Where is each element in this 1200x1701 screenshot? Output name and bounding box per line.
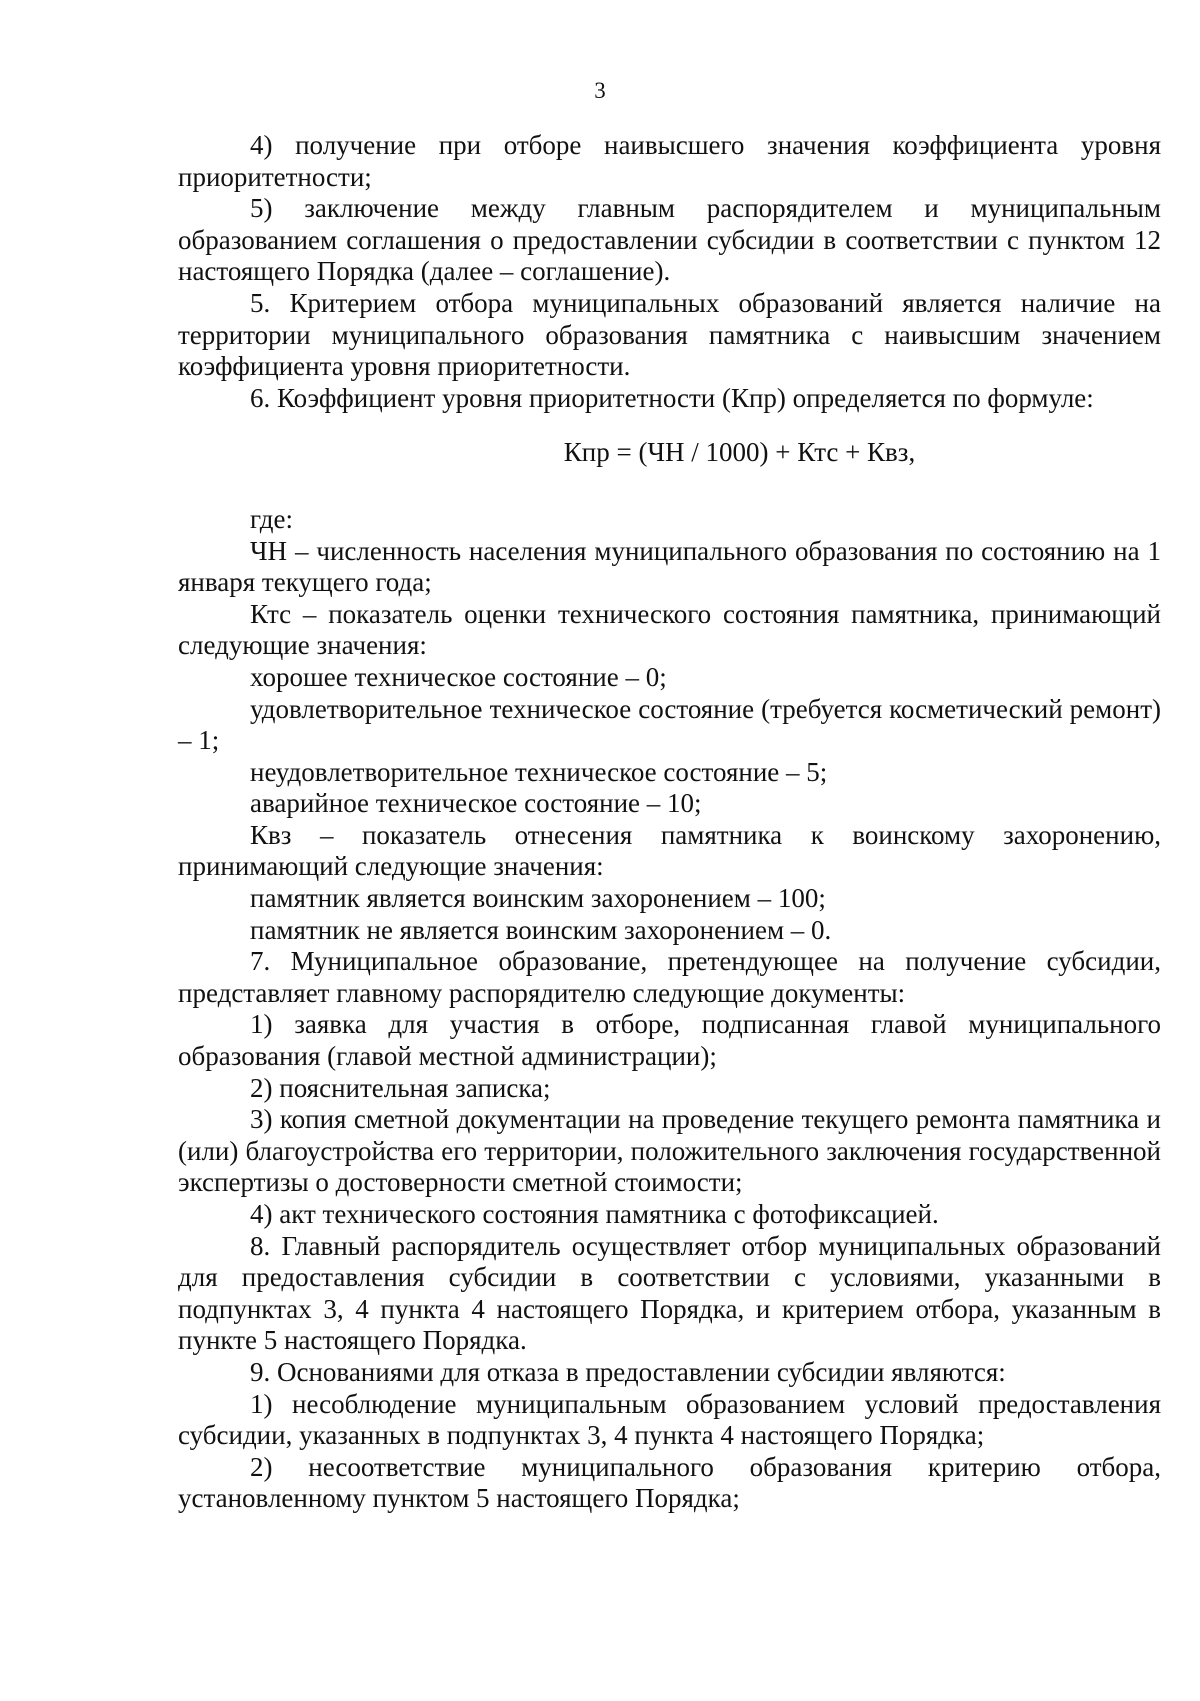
paragraph: 1) несоблюдение муниципальным образованием условий предоставления субсидии, указанных в подпунктах 3, 4 пункта 4 настоящего Порядка; bbox=[178, 1388, 1161, 1451]
paragraph: Квз – показатель отнесения памятника к воинскому захоронению, принимающий следующие значения: bbox=[178, 819, 1161, 882]
formula: Кпр = (ЧН / 1000) + Ктс + Квз, bbox=[563, 437, 916, 468]
paragraph: 1) заявка для участия в отборе, подписанная главой муниципального образования (главой местной администрации); bbox=[178, 1009, 1161, 1072]
paragraph: Ктс – показатель оценки технического состояния памятника, принимающий следующие значения: bbox=[178, 598, 1161, 661]
paragraph: 4) акт технического состояния памятника с фотофиксацией. bbox=[250, 1199, 939, 1229]
paragraph: 5) заключение между главным распорядителем и муниципальным образованием соглашения о предоставлении субсидии в соответствии с пунктом 12 настоящего Порядка (далее – соглашение). bbox=[178, 193, 1161, 287]
paragraph: 9. Основаниями для отказа в предоставлении субсидии являются: bbox=[250, 1356, 1006, 1387]
paragraph: где: bbox=[250, 503, 293, 534]
paragraph: памятник не является воинским захоронением – 0. bbox=[250, 914, 832, 945]
paragraph: 5. Критерием отбора муниципальных образований является наличие на территории муниципального образования памятника с наивысшим значением коэффициента уровня приоритетности. bbox=[178, 287, 1161, 382]
paragraph: 7. Муниципальное образование, претендующее на получение субсидии, представляет главному распорядителю следующие документы: bbox=[178, 946, 1161, 1008]
document-body bbox=[178, 130, 1161, 1515]
paragraph: аварийное техническое состояние – 10; bbox=[250, 788, 702, 819]
paragraph: 4) получение при отборе наивысшего значения коэффициента уровня приоритетности; bbox=[178, 130, 1161, 192]
page-number: 3 bbox=[594, 78, 606, 103]
paragraph: 2) пояснительная записка; bbox=[250, 1072, 551, 1103]
paragraph: 2) несоответствие муниципального образования критерию отбора, установленному пунктом 5 настоящего Порядка; bbox=[178, 1451, 1161, 1514]
paragraph: памятник является воинским захоронением – 100; bbox=[250, 883, 826, 914]
paragraph: удовлетворительное техническое состояние (требуется косметический ремонт) – 1; bbox=[178, 693, 1161, 756]
paragraph: 8. Главный распорядитель осуществляет отбор муниципальных образований для предоставления субсидии в соответствии с условиями, указанными в подпунктах 3, 4 пункта 4 настоящего Порядка, и критерием отбора, указанным в пункте 5 настоящего Порядка. bbox=[178, 1230, 1161, 1356]
paragraph: хорошее техническое состояние – 0; bbox=[250, 661, 667, 692]
paragraph: 3) копия сметной документации на проведение текущего ремонта памятника и (или) благоустройства его территории, положительного заключения государственной экспертизы о достоверности сметной стоимости; bbox=[178, 1104, 1161, 1198]
paragraph: 6. Коэффициент уровня приоритетности (Кпр) определяется по формуле: bbox=[250, 382, 1094, 413]
paragraph: неудовлетворительное техническое состояние – 5; bbox=[250, 756, 828, 787]
paragraph: ЧН – численность населения муниципального образования по состоянию на 1 января текущего года; bbox=[178, 535, 1161, 598]
